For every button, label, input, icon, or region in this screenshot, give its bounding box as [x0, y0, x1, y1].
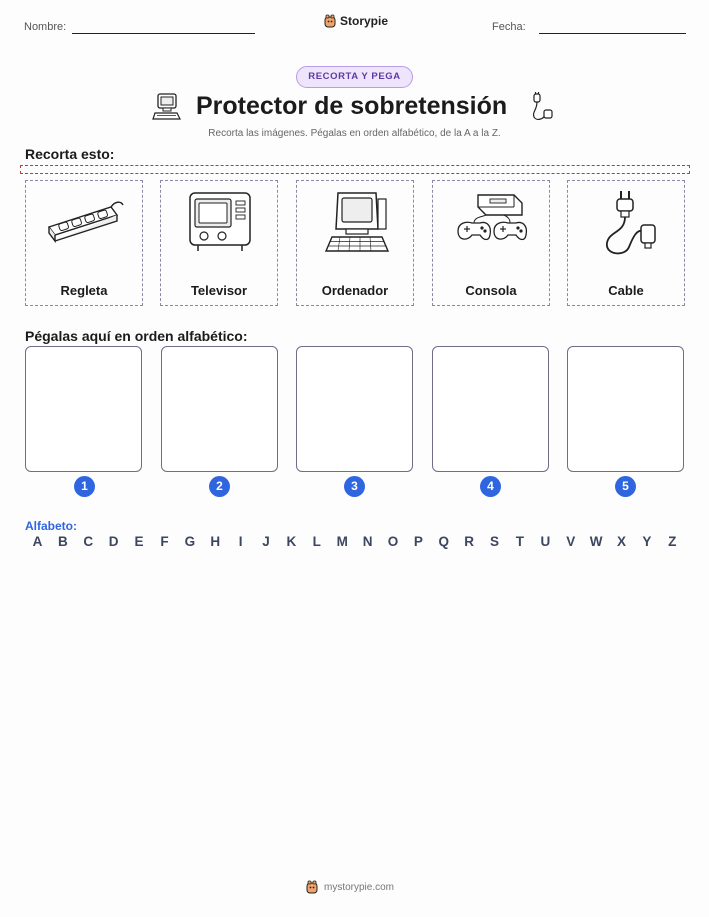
cut-card-consola[interactable] [432, 180, 550, 306]
card-label: Consola [465, 283, 517, 298]
alphabet-letter: Q [438, 534, 449, 549]
power-cable-icon [587, 189, 667, 261]
alphabet-letter: I [238, 534, 243, 549]
television-icon [180, 189, 260, 261]
card-label: Ordenador [321, 283, 389, 298]
paste-slot-2[interactable] [161, 346, 278, 472]
alphabet-letter: Z [668, 534, 677, 549]
game-console-icon [452, 189, 532, 261]
power-cable-icon [528, 92, 556, 122]
alphabet-letter: H [210, 534, 221, 549]
paste-slot-1[interactable] [25, 346, 142, 472]
page-title: Protector de sobretensión [196, 92, 508, 120]
alphabet-letter: N [362, 534, 373, 549]
card-label: Regleta [60, 283, 108, 298]
computer-icon [152, 92, 182, 122]
computer-icon [316, 189, 396, 261]
storypie-mascot-icon [305, 880, 319, 894]
cut-card-televisor[interactable] [160, 180, 278, 306]
alphabet-letter: P [413, 534, 423, 549]
alphabet-letter: C [83, 534, 94, 549]
slot-number-badge: 3 [344, 476, 365, 497]
cut-card-ordenador[interactable] [296, 180, 414, 306]
footer [305, 880, 394, 894]
cut-card-cable[interactable] [567, 180, 685, 306]
alphabet-letter: K [286, 534, 297, 549]
alphabet-row [25, 534, 685, 549]
date-label: Fecha: [492, 21, 526, 33]
card-label: Cable [608, 283, 644, 298]
alphabet-letter: Y [642, 534, 652, 549]
alphabet-letter: F [160, 534, 169, 549]
slot-number-badge: 4 [480, 476, 501, 497]
paste-slot-5[interactable] [567, 346, 684, 472]
date-field[interactable] [539, 33, 686, 34]
alphabet-letter: J [262, 534, 270, 549]
alphabet-letter: M [336, 534, 348, 549]
storypie-mascot-icon [323, 14, 337, 28]
alphabet-letter: U [540, 534, 551, 549]
alphabet-letter: O [387, 534, 399, 549]
paste-slot-4[interactable] [432, 346, 549, 472]
alphabet-letter: W [589, 534, 603, 549]
alphabet-letter: L [312, 534, 321, 549]
paste-heading: Pégalas aquí en orden alfabético: [25, 328, 248, 344]
title-row [0, 90, 709, 126]
alphabet-letter: X [616, 534, 626, 549]
power-strip-icon [45, 189, 125, 261]
alphabet-letter: E [134, 534, 144, 549]
alphabet-heading: Alfabeto: [25, 519, 77, 533]
name-field[interactable] [72, 33, 255, 34]
cut-line [20, 165, 690, 174]
slot-number-badge: 2 [209, 476, 230, 497]
name-label: Nombre: [24, 21, 67, 33]
slot-number-badge: 5 [615, 476, 636, 497]
brand-logo [323, 14, 388, 28]
alphabet-letter: D [108, 534, 119, 549]
footer-site-link[interactable]: mystorypie.com [324, 881, 395, 893]
activity-tag: RECORTA Y PEGA [296, 66, 413, 88]
brand-name: Storypie [340, 14, 389, 28]
cut-card-regleta[interactable] [25, 180, 143, 306]
slot-number-badge: 1 [74, 476, 95, 497]
alphabet-letter: S [490, 534, 500, 549]
alphabet-letter: V [566, 534, 576, 549]
alphabet-letter: B [58, 534, 68, 549]
cut-heading: Recorta esto: [25, 146, 115, 162]
alphabet-letter: T [515, 534, 525, 549]
alphabet-letter: A [32, 534, 43, 549]
paste-slot-3[interactable] [296, 346, 413, 472]
card-label: Televisor [190, 283, 248, 298]
instructions: Recorta las imágenes. Pégalas en orden alfabético, de la A a la Z. [208, 128, 501, 139]
alphabet-letter: R [464, 534, 475, 549]
alphabet-letter: G [184, 534, 196, 549]
